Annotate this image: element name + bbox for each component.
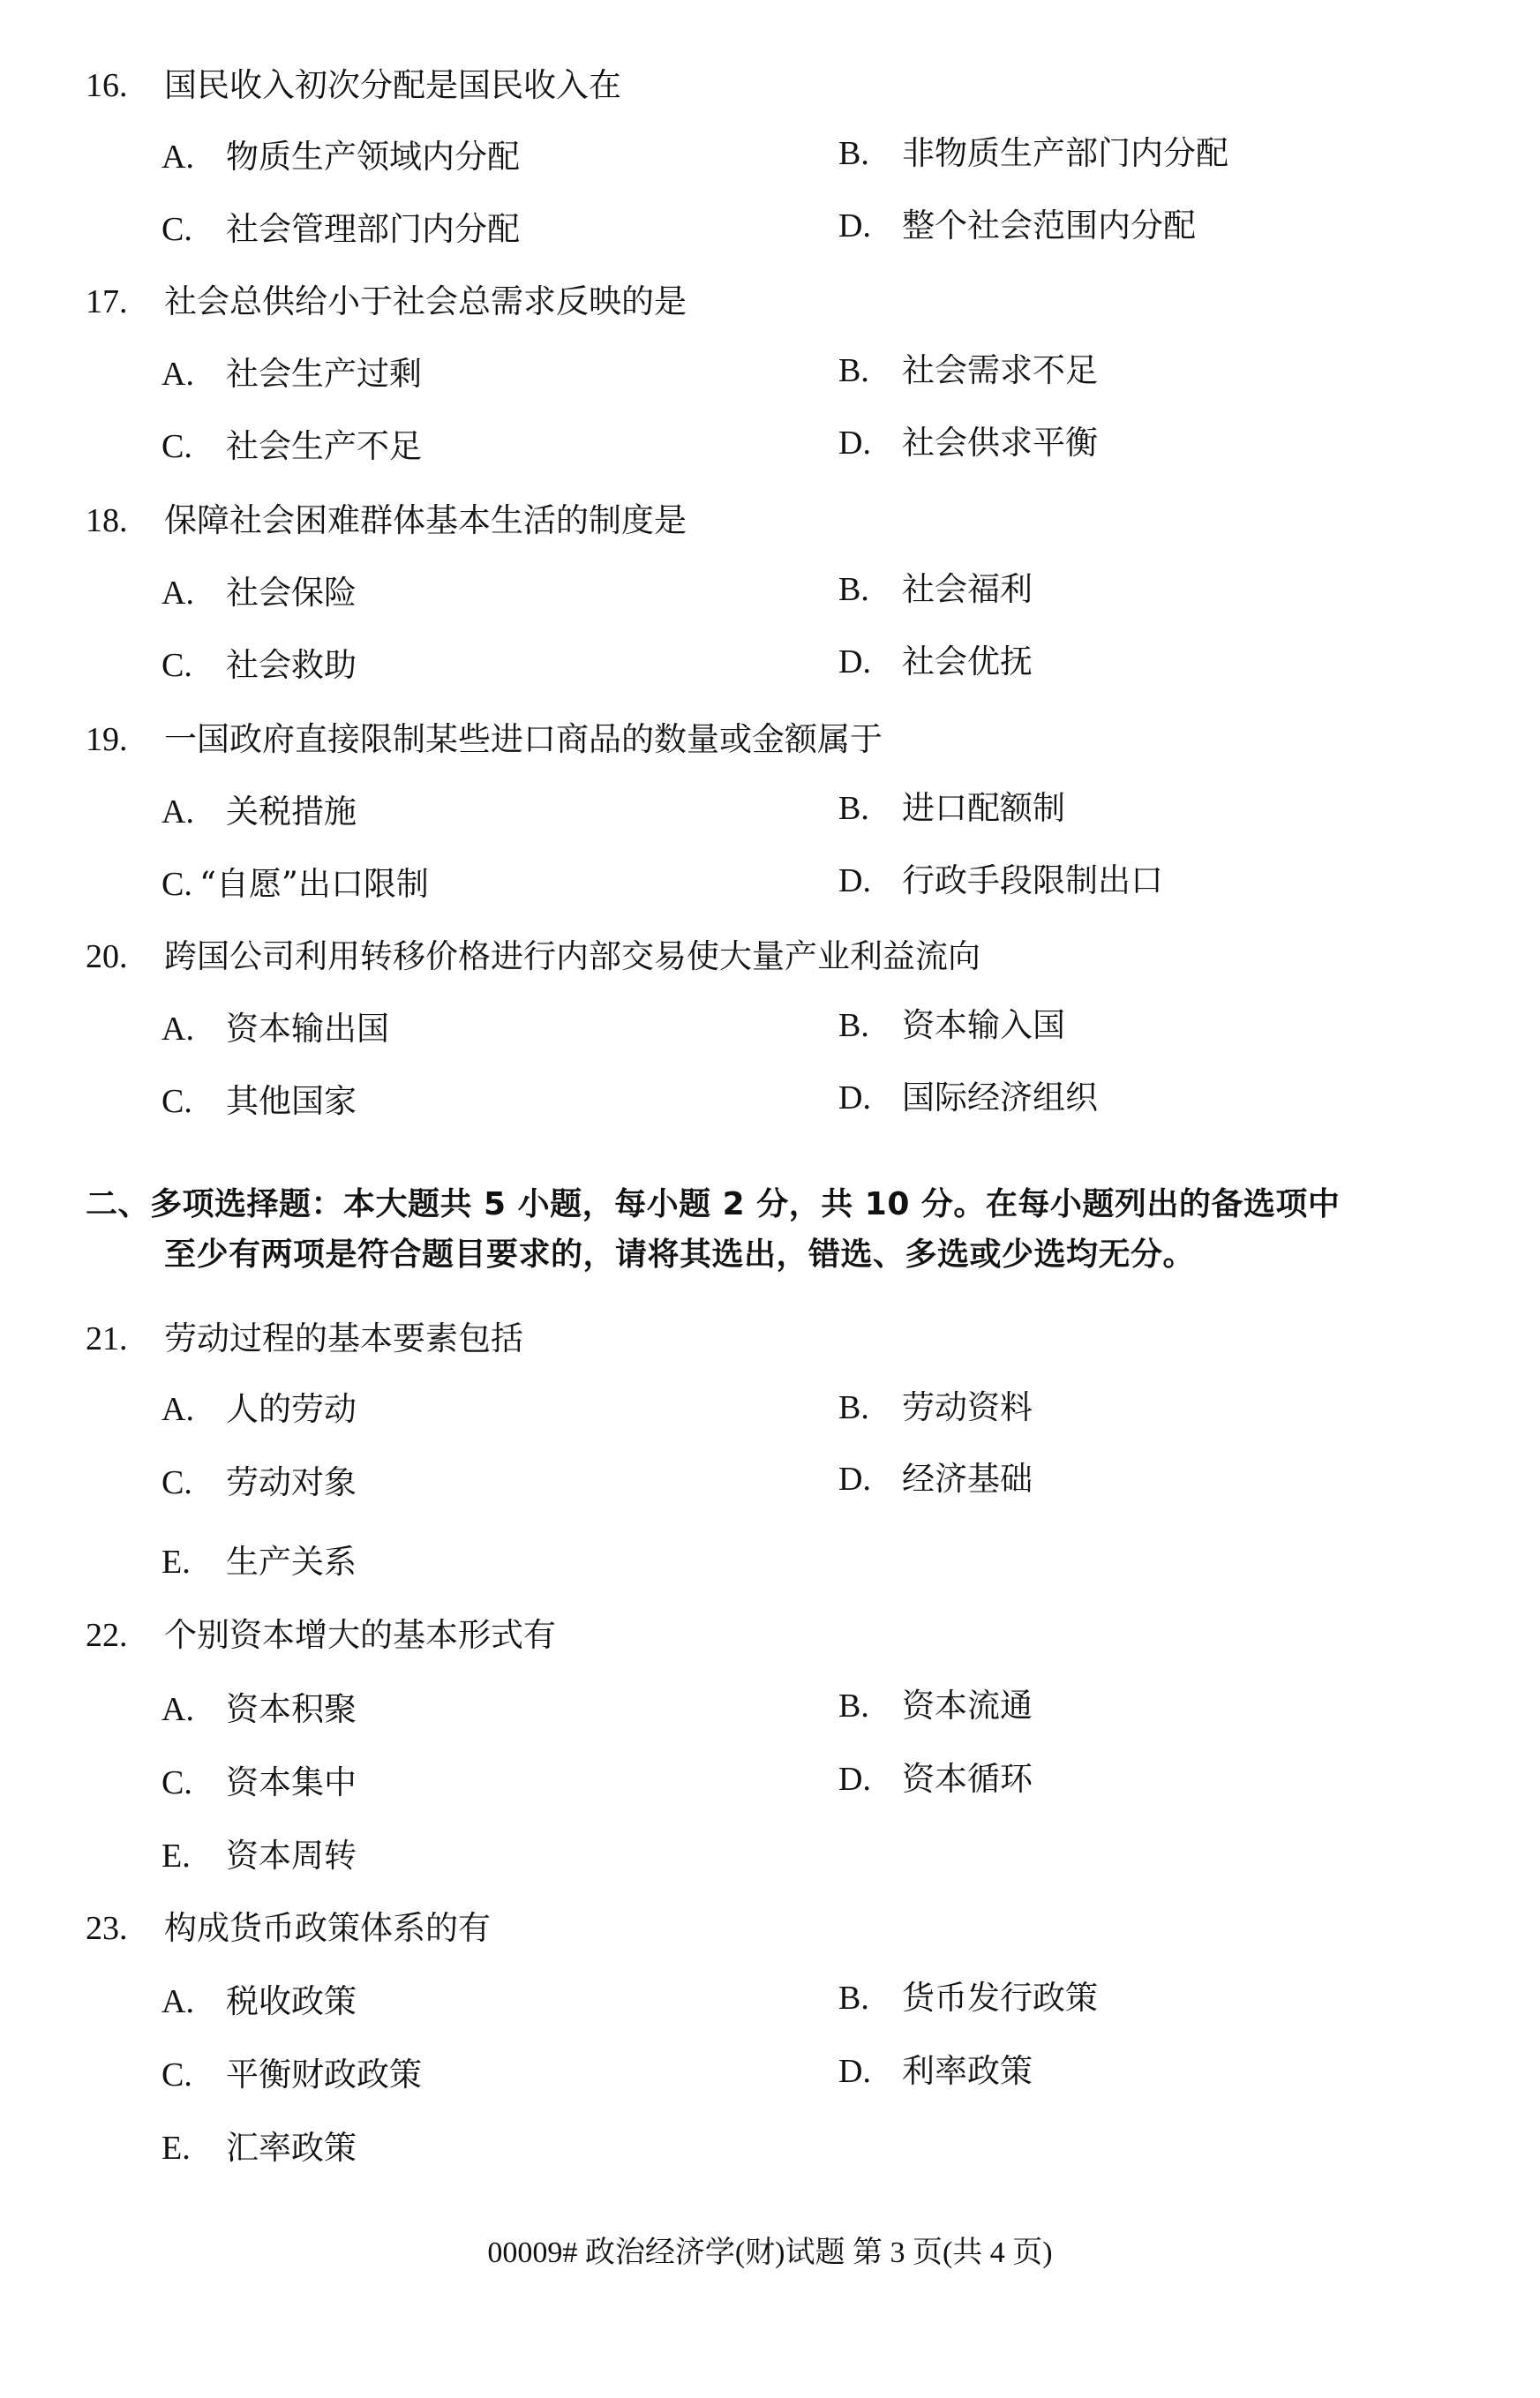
option-text: “自愿”出口限制 [199,865,429,903]
option-label: C. [162,647,192,684]
option-text: 经济基础 [902,1460,1033,1498]
option-label: C. [162,866,192,903]
option-label: C. [162,1083,192,1120]
option-text: 物质生产领域内分配 [226,138,520,176]
question-number: 20. [86,938,128,975]
option-text: 资本周转 [226,1837,357,1875]
question-number: 18. [86,502,128,539]
option-label: E. [162,1544,191,1581]
option-label: D. [838,2053,871,2090]
question-text: 个别资本增大的基本形式有 [164,1616,556,1654]
question-number: 22. [86,1617,128,1654]
option-label: B. [838,135,869,172]
option-text: 劳动资料 [902,1388,1033,1426]
option-label: B. [838,1389,869,1426]
option-label: A. [162,356,194,393]
option-text: 社会福利 [902,570,1033,608]
option-text: 资本积聚 [226,1690,357,1728]
option-text: 货币发行政策 [902,1979,1098,2017]
question-number: 21. [86,1320,128,1357]
option-label: C. [162,428,192,465]
option-label: D. [838,1761,871,1798]
question-text: 构成货币政策体系的有 [164,1909,491,1947]
option-text: 资本输出国 [226,1010,389,1048]
option-label: B. [838,1688,869,1725]
option-label: C. [162,1464,192,1501]
option-text: 社会保险 [226,574,357,612]
option-label: A. [162,575,194,612]
option-text: 利率政策 [902,2052,1033,2090]
section-two-heading-line2: 至少有两项是符合题目要求的，请将其选出，错选、多选或少选均无分。 [164,1237,1196,1273]
question-number: 17. [86,283,128,320]
option-text: 社会管理部门内分配 [226,210,520,248]
option-label: A. [162,1983,194,2020]
option-label: E. [162,1838,191,1875]
option-label: E. [162,2130,191,2167]
question-text: 保障社会困难群体基本生活的制度是 [164,501,687,539]
option-label: D. [838,1461,871,1498]
option-label: C. [162,2056,192,2094]
question-text: 社会总供给小于社会总需求反映的是 [164,282,687,320]
option-label: D. [838,643,871,680]
option-label: A. [162,793,194,831]
option-text: 人的劳动 [226,1390,357,1428]
option-text: 国际经济组织 [902,1079,1098,1116]
option-label: B. [838,571,869,608]
question-text: 国民收入初次分配是国民收入在 [164,66,621,104]
question-text: 跨国公司利用转移价格进行内部交易使大量产业利益流向 [164,937,980,975]
option-text: 税收政策 [226,1982,357,2020]
option-label: A. [162,139,194,176]
question-number: 19. [86,721,128,758]
option-label: D. [838,425,871,462]
question-text: 一国政府直接限制某些进口商品的数量或金额属于 [164,720,883,758]
option-label: A. [162,1011,194,1048]
option-text: 进口配额制 [902,789,1065,827]
option-text: 非物质生产部门内分配 [902,134,1228,172]
section-two-heading-line1: 二、多项选择题：本大题共 5 小题，每小题 2 分，共 10 分。在每小题列出的备选项中 [86,1186,1341,1222]
option-label: B. [838,1007,869,1044]
option-text: 行政手段限制出口 [902,861,1163,899]
option-text: 整个社会范围内分配 [902,207,1196,244]
option-text: 劳动对象 [226,1463,357,1501]
option-text: 社会供求平衡 [902,424,1098,462]
option-text: 生产关系 [226,1543,357,1581]
option-label: A. [162,1391,194,1428]
option-label: D. [838,207,871,244]
option-label: B. [838,1980,869,2017]
option-text: 社会生产过剩 [226,355,422,393]
option-text: 汇率政策 [226,2129,357,2167]
option-text: 资本循环 [902,1760,1033,1798]
option-label: B. [838,352,869,389]
question-text: 劳动过程的基本要素包括 [164,1319,523,1357]
option-text: 其他国家 [226,1082,357,1120]
page-footer: 00009# 政治经济学(财)试题 第 3 页(共 4 页) [487,2236,1053,2269]
option-text: 社会救助 [226,646,357,684]
option-text: 社会优抚 [902,643,1033,680]
option-text: 社会生产不足 [226,427,422,465]
option-text: 平衡财政政策 [226,2056,422,2094]
option-label: B. [838,790,869,827]
option-text: 资本流通 [902,1687,1033,1725]
question-number: 23. [86,1910,128,1947]
option-label: A. [162,1691,194,1728]
option-text: 资本输入国 [902,1006,1065,1044]
option-text: 社会需求不足 [902,351,1098,389]
option-text: 关税措施 [226,793,357,831]
option-label: D. [838,1079,871,1116]
option-label: D. [838,862,871,899]
question-number: 16. [86,67,128,104]
option-label: C. [162,211,192,248]
option-label: C. [162,1764,192,1801]
option-text: 资本集中 [226,1763,357,1801]
